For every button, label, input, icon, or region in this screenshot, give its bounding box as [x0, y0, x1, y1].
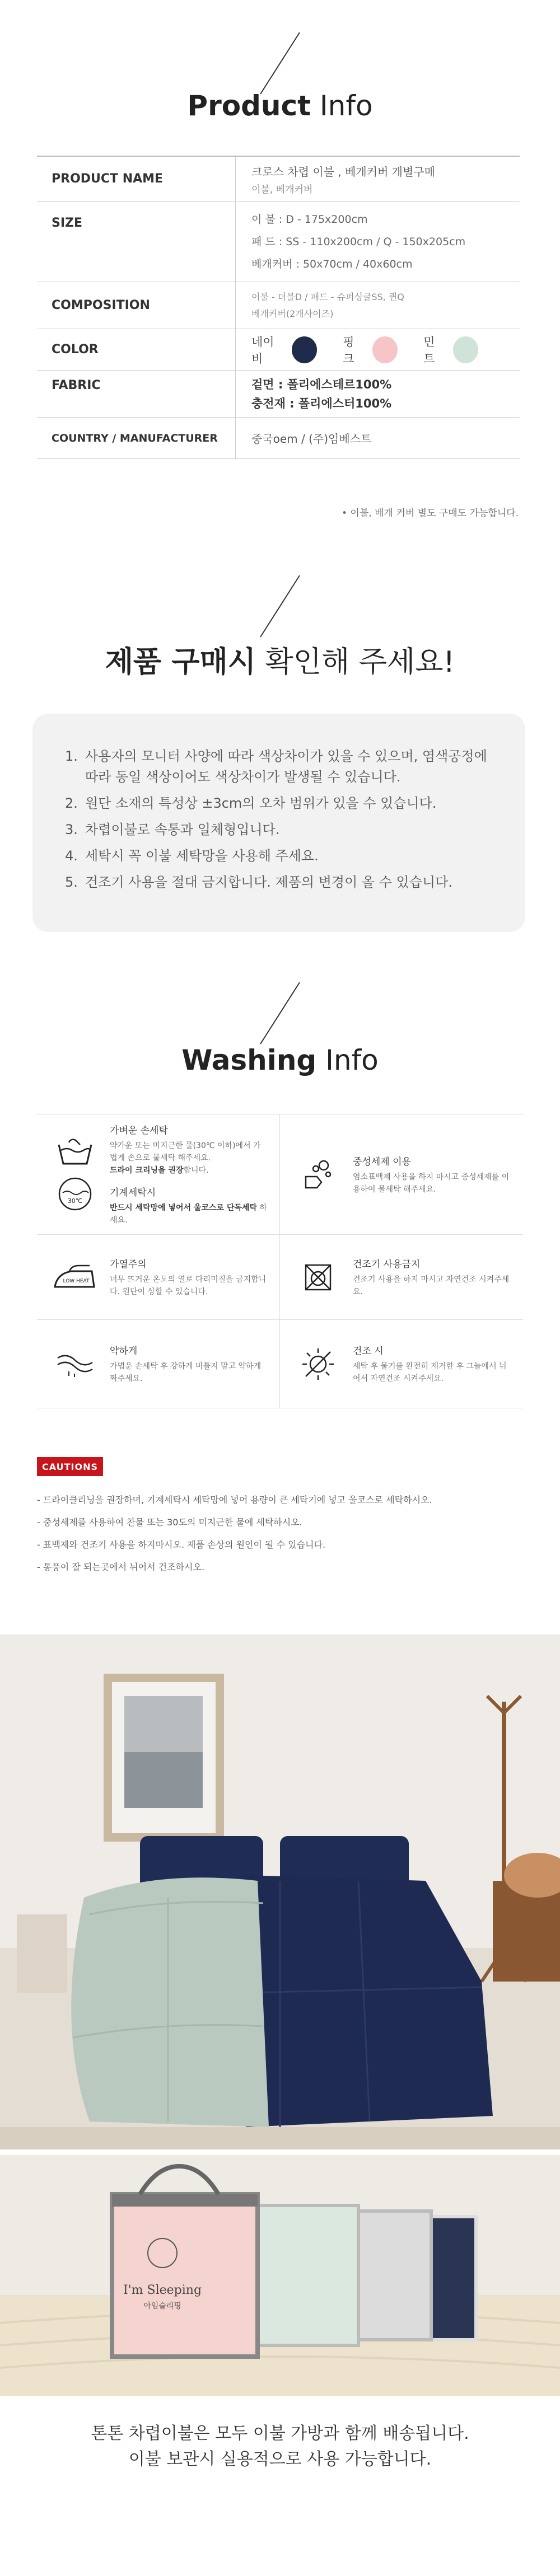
item-text: 사용자의 모니터 사양에 따라 색상차이가 있을 수 있으며, 염색공정에 따라 동일 색상이어도 색상차이가 발생될 수 있습니다.	[85, 748, 487, 785]
wash-cell-dry	[280, 1320, 523, 1408]
wash-desc: 건조기 사용을 하지 마시고 자연건조 시켜주세요.	[353, 1275, 510, 1296]
color-name: 핑크	[343, 335, 354, 366]
wash-temp-label: 30℃	[67, 1197, 83, 1205]
iron-heat-label: LOW HEAT	[63, 1278, 90, 1284]
washing-info-title-light: Info	[325, 1044, 379, 1076]
no-sun-icon	[300, 1346, 336, 1382]
wash-title: 가열주의	[110, 1259, 147, 1270]
confirm-title-bold: 제품 구매시	[105, 645, 256, 679]
table-row	[37, 371, 520, 418]
list-item	[65, 846, 497, 867]
cautions-tag: CAUTIONS	[37, 1457, 103, 1476]
caution-item: - 통풍이 잘 되는곳에서 뉘어서 건조하시오.	[37, 1562, 205, 1572]
item-text: 건조기 사용을 절대 금지합니다. 제품의 변경이 올 수 있습니다.	[85, 874, 452, 890]
caution-item: - 중성세제를 사용하여 찬물 또는 30도의 미지근한 물에 세탁하시오.	[37, 1517, 302, 1528]
color-options	[236, 329, 520, 370]
row-key: COMPOSITION	[37, 282, 236, 329]
wash-desc: 너무 뜨거운 온도의 열로 다리미질을 금지합니다. 원단이 상할 수 있습니다.	[110, 1275, 267, 1296]
washing-info-title	[0, 1044, 560, 1076]
color-swatch-pink	[372, 336, 398, 363]
wash-title: 중성세제 이용	[353, 1156, 411, 1168]
bedroom-photo	[0, 1634, 560, 2149]
item-number: 5.	[65, 874, 78, 890]
color-name: 민트	[423, 335, 435, 366]
slash-divider	[244, 570, 316, 643]
row-key: SIZE	[37, 202, 236, 282]
hand-wash-icon	[55, 1137, 95, 1168]
purchase-note: • 이불, 베개 커버 별도 구매도 가능합니다.	[341, 508, 519, 519]
wash-title: 가벼운 손세탁	[110, 1125, 168, 1136]
table-row	[37, 329, 520, 371]
product-info-title-light: Info	[319, 90, 373, 122]
caution-list	[37, 1489, 432, 1579]
confirm-notice-box	[32, 714, 525, 932]
shipping-notice	[0, 2421, 560, 2472]
fabric-line: 겉면 : 폴리에스테르100%	[251, 377, 392, 391]
size-line: 베개커버 : 50x70cm / 40x60cm	[251, 257, 413, 270]
neutral-detergent-icon	[301, 1158, 335, 1191]
size-line: 이 불 : D - 175x200cm	[251, 213, 368, 226]
product-name-value: 크로스 차렵 이불 , 베개커버 개별구매	[251, 165, 435, 179]
wash-desc: 약가운 또는 미지근한 물(30℃ 이하)에서 가볍게 손으로 물세탁 해주세요.	[110, 1141, 261, 1163]
packaging-photo	[0, 2155, 560, 2396]
color-swatch-mint	[453, 336, 478, 363]
composition-line: 베개커버(2개사이즈)	[251, 308, 334, 319]
no-dryer-icon	[302, 1262, 334, 1293]
table-row	[37, 157, 520, 202]
manufacturer-value: 중국oem / (주)임베스트	[251, 432, 372, 446]
row-key: COUNTRY / MANUFACTURER	[37, 418, 236, 458]
caution-item: - 표백제와 건조기 사용을 하지마시오. 제품 손상의 원인이 될 수 있습니다.	[37, 1539, 326, 1550]
wash-row	[37, 1114, 523, 1235]
wash-row	[37, 1320, 523, 1408]
brand-logo-text: I'm Sleeping	[123, 2283, 202, 2297]
wring-gently-icon	[55, 1350, 95, 1378]
wash-desc-after: 합니다.	[183, 1166, 209, 1175]
wash-desc: 세탁 후 물기를 완전히 제거한 후 그늘에서 뉘어서 자연건조 시켜주세요.	[353, 1362, 507, 1383]
wash-title: 건조 시	[353, 1346, 384, 1357]
confirm-title-light: 확인해 주세요!	[265, 645, 455, 679]
item-text: 원단 소재의 특성상 ±3cm의 오차 범위가 있을 수 있습니다.	[85, 795, 437, 811]
color-option-mint	[423, 333, 478, 367]
wash-cell-wring	[37, 1320, 280, 1408]
color-name: 네이비	[251, 335, 274, 366]
machine-wash-icon	[57, 1176, 93, 1212]
list-item	[65, 872, 497, 893]
wash-title: 약하게	[110, 1346, 138, 1357]
item-number: 1.	[65, 748, 78, 764]
list-item	[65, 819, 497, 840]
shipping-line-2: 이불 보관시 실용적으로 사용 가능합니다.	[128, 2449, 432, 2469]
wash-desc-bold: 반드시 세탁망에 넣어서 울코스로 단독세탁	[110, 1203, 257, 1212]
wash-cell-hand-wash	[37, 1114, 280, 1234]
wash-cell-detergent	[280, 1114, 523, 1234]
product-info-table	[37, 156, 520, 459]
wash-cell-iron	[37, 1235, 280, 1319]
item-number: 3.	[65, 822, 78, 837]
table-row	[37, 418, 520, 459]
item-number: 4.	[65, 848, 78, 864]
wash-cell-no-dryer	[280, 1235, 523, 1319]
list-item	[65, 793, 497, 814]
table-row	[37, 202, 520, 282]
brand-logo-sub: 아임슬리핑	[143, 2302, 181, 2311]
shipping-line-1: 톤톤 차렵이불은 모두 이불 가방과 함께 배송됩니다.	[91, 2424, 469, 2443]
table-row	[37, 282, 520, 329]
wash-desc: 염소표백제 사용을 하지 마시고 중성세제를 이용하여 물세탁 해주세요.	[353, 1172, 510, 1194]
iron-icon	[53, 1263, 97, 1291]
wash-title: 건조기 사용금지	[353, 1259, 421, 1270]
product-name-sub: 이불, 베개커버	[251, 184, 313, 195]
color-option-navy	[251, 333, 317, 367]
item-number: 2.	[65, 795, 78, 811]
color-option-pink	[343, 333, 398, 367]
size-line: 패 드 : SS - 110x200cm / Q - 150x205cm	[251, 235, 466, 248]
wash-desc: 가볍운 손세탁 후 강하게 비틀지 말고 약하게 짜주세요.	[110, 1362, 262, 1383]
composition-line: 이불 - 더블D / 패드 - 슈퍼싱글SS, 퀸Q	[251, 291, 404, 302]
list-item	[65, 746, 497, 788]
caution-item: - 드라이클리닝을 권장하며, 기계세탁시 세탁망에 넣어 용량이 큰 세탁기에 넣고 울코스로 세탁하시오.	[37, 1495, 432, 1505]
confirm-title	[0, 638, 560, 680]
slash-divider	[244, 27, 316, 100]
wash-title: 기계세탁시	[110, 1187, 156, 1198]
row-key: COLOR	[37, 329, 236, 370]
slash-divider	[244, 977, 316, 1050]
product-info-title	[0, 90, 560, 122]
color-swatch-navy	[292, 336, 318, 363]
product-info-title-bold: Product	[187, 90, 311, 122]
fabric-line: 충전재 : 폴리에스터100%	[251, 396, 392, 410]
item-text: 차렵이불로 속통과 일체형입니다.	[85, 822, 280, 837]
wash-row	[37, 1235, 523, 1320]
washing-info-title-bold: Washing	[181, 1044, 317, 1076]
row-key: PRODUCT NAME	[37, 157, 236, 201]
washing-info-grid	[37, 1114, 523, 1408]
row-key: FABRIC	[37, 371, 236, 417]
wash-desc-after: 하세요.	[110, 1203, 267, 1225]
item-text: 세탁시 꼭 이불 세탁망을 사용해 주세요.	[85, 848, 319, 864]
wash-desc-bold: 드라이 크리닝을 권장	[110, 1166, 184, 1175]
